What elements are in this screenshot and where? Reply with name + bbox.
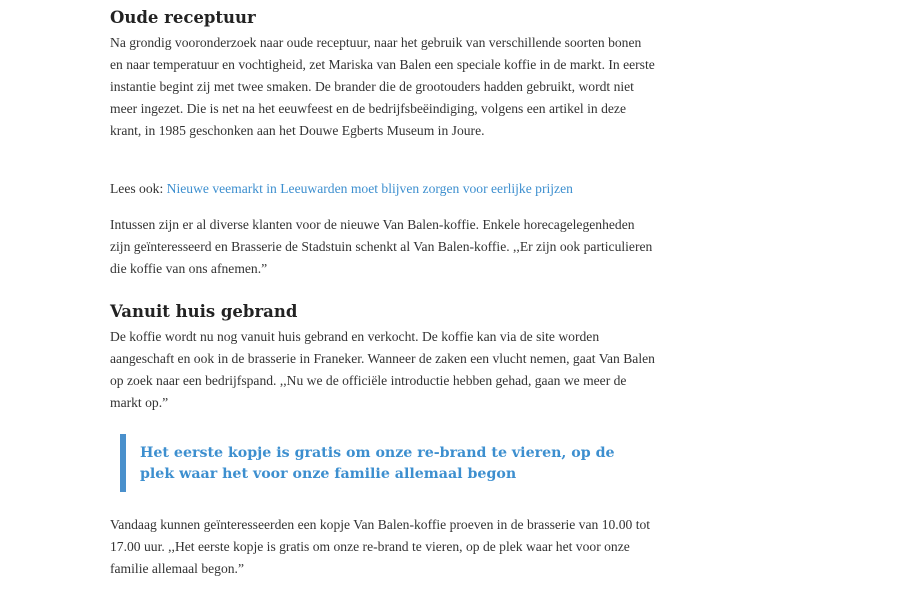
section-heading-vanuit-huis-gebrand: Vanuit huis gebrand — [110, 302, 298, 321]
read-also-link[interactable]: Nieuwe veemarkt in Leeuwarden moet blijven zorgen voor eerlijke prijzen — [166, 181, 573, 196]
read-also-line — [110, 178, 655, 200]
paragraph-vandaag: Vandaag kunnen geïnteresseerden een kopje Van Balen-koffie proeven in de brasserie van 10.00 tot 17.00 uur. ,,Het eerste kopje is gratis om onze re-brand te vieren, op de plek waar het voor onze familie allemaal begon.” — [110, 517, 651, 576]
pull-quote-text: Het eerste kopje is gratis om onze re-brand te vieren, op de plek waar het voor onze familie allemaal begon — [140, 445, 615, 482]
paragraph-oude-receptuur: Na grondig vooronderzoek naar oude receptuur, naar het gebruik van verschillende soorten bonen en naar temperatuur en vochtigheid, zet Mariska van Balen een speciale koffie in de markt. In eerste instantie begint zij met twee smaken. De brander die de grootouders hadden gebruikt, wordt niet meer ingezet. Die is net na het eeuwfeest en de bedrijfsbeëindiging, volgens een artikel in deze krant, in 1985 geschonken aan het Douwe Egberts Museum in Joure. — [110, 35, 655, 138]
section-heading-oude-receptuur: Oude receptuur — [110, 8, 256, 27]
paragraph-klanten: Intussen zijn er al diverse klanten voor de nieuwe Van Balen-koffie. Enkele horecagelegenheden zijn geïnteresseerd en Brasserie de Stadstuin schenkt al Van Balen-koffie. ,,Er zijn ook particulieren die koffie van ons afnemen.” — [110, 217, 653, 276]
pull-quote — [120, 434, 630, 492]
paragraph-vanuit-huis: De koffie wordt nu nog vanuit huis gebrand en verkocht. De koffie kan via de site worden aangeschaft en ook in de brasserie in Franeker. Wanneer de zaken een vlucht nemen, gaat Van Balen op zoek naar een bedrijfspand. ,,Nu we de officiële introductie hebben gehad, gaan we meer de markt op.” — [110, 329, 655, 410]
read-also-label: Lees ook: — [110, 181, 167, 196]
